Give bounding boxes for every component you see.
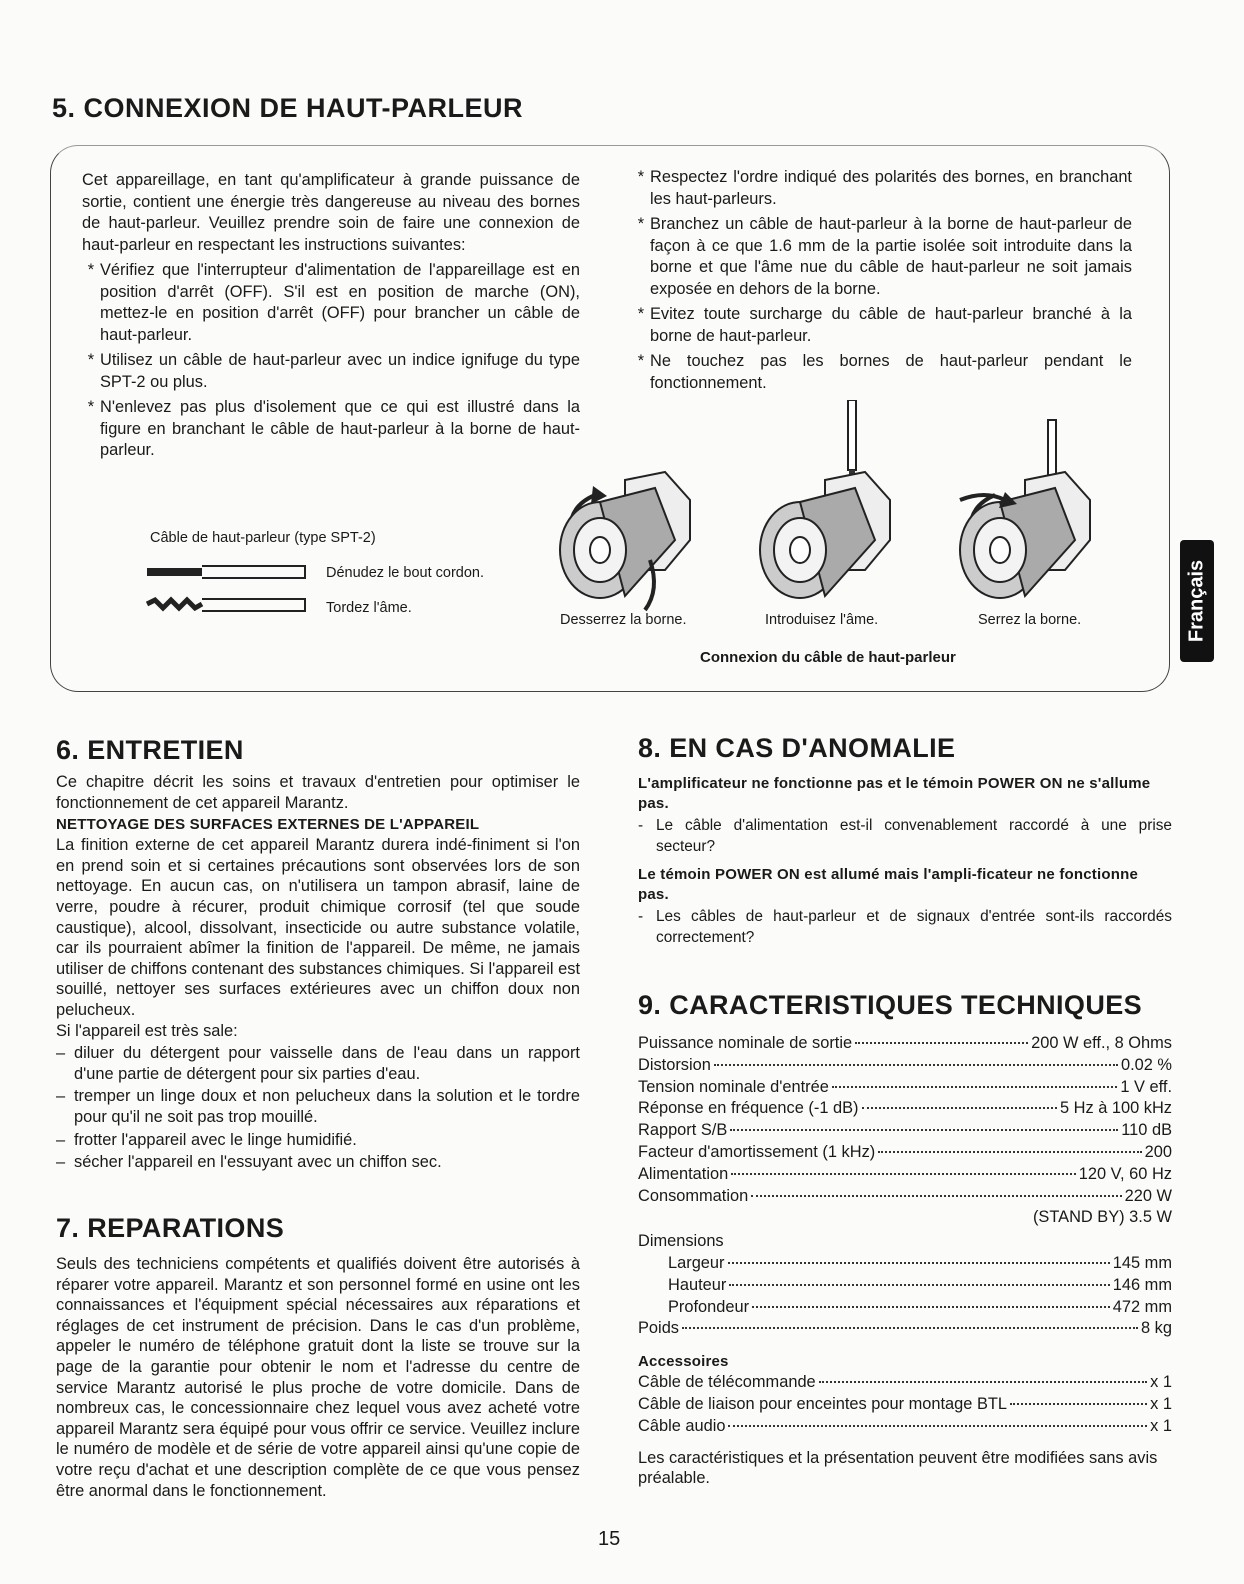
spec-label: Réponse en fréquence (-1 dB) [638,1099,859,1118]
spec-label: Facteur d'amortissement (1 kHz) [638,1142,876,1161]
accessory-list [638,1372,1172,1437]
spec-row [638,1164,1172,1186]
spec-value: x 1 [1150,1394,1172,1413]
list-item: – tremper un linge doux et non pelucheux dans la solution et le tordre pour qu'il ne soit pas trop mouillé. [56,1087,580,1126]
list-item: * Evitez toute surcharge du câble de haut-parleur branché à la borne de haut-parleur. [637,305,1132,345]
step3-label: Serrez la borne. [978,612,1082,628]
spec-row [638,1077,1172,1099]
spec-row [638,1416,1172,1438]
figure-caption: Connexion du câble de haut-parleur [700,649,956,666]
section6 [56,735,580,1173]
list-item: * N'enlevez pas plus d'isolement que ce qui est illustré dans la figure en branchant le câble de haut-parleur à la borne de haut-parleur. [87,398,580,459]
spec-row [638,1142,1172,1164]
section6-title: 6. ENTRETIEN [56,735,244,765]
spec-row [638,1297,1172,1319]
section5-right-column [632,167,1132,394]
spec-row [638,1120,1172,1142]
spec-value: 200 W eff., 8 Ohms [1031,1034,1172,1052]
cable-insulation-1 [202,566,305,578]
list-item: – frotter l'appareil avec le linge humidifié. [56,1130,357,1149]
terminal-insert [760,400,890,598]
spec-label: Distorsion [638,1055,711,1074]
spec-label: Largeur [668,1253,725,1272]
terminal-illustrations [555,400,1115,615]
spec-label: Alimentation [638,1164,729,1183]
spec-row-weight: Poids 8 kg [638,1319,1172,1338]
stripped-wire-core [147,568,202,576]
spec-label: Consommation [638,1186,749,1205]
section7-paragraph: Seuls des techniciens compétents et qualifiés doivent être autorisés à réparer votre appareil. Marantz et son personnel formé en usine ont les connaissances et l'équipment spécial nécessaires aux réparations et réglages de cet instrument de précision. Dans le cas d'un problème, appeler le numéro de téléphone gratuit dont la liste se trouve sur la page de la garantie pour obtenir le nom et l'adresse du centre de service Marantz autorisé le plus proche de votre domicile. Dans de nombreux cas, le concessionnaire chez lequel vous avez acheté votre appareil Marantz sera équipé pour vous offrir ce service. Veuillez inclure le numéro de modèle et de série de votre appareil ainsi qu'une copie de votre reçu d'achat et une description complète de ce que vous pensez être anormal dans le fonctionnement. [56,1255,580,1500]
spec-label: Profondeur [668,1297,750,1316]
spec-row [638,1033,1172,1055]
spec-value: 200 [1144,1142,1172,1161]
list-item: * Respectez l'ordre indiqué des polarités des bornes, en branchant les haut-parleurs. [637,168,1132,208]
list-item: * Vérifiez que l'interrupteur d'alimentation de l'appareillage est en position d'arrêt (OFF). S'il est en position de marche (ON), mettez-le en position d'arrêt (OFF) pour brancher un câble de haut-parleur. [87,261,580,344]
dimensions-label: Dimensions [638,1232,724,1251]
spec-value: 220 W [1124,1186,1172,1205]
standby-value: (STAND BY) 3.5 W [1032,1208,1172,1227]
wire [848,400,856,470]
spec-value: x 1 [1150,1416,1172,1435]
spec-row [638,1098,1172,1120]
section8 [638,733,1172,948]
terminal-loosen [560,472,690,610]
dimension-list [638,1253,1172,1318]
section5-intro: Cet appareillage, en tant qu'amplificateur à grande puissance de sortie, contient une énergie très dangereuse au niveau des bornes de haut-parleur. Veuillez prendre soin de faire une connexion de haut-parleur en respectant les instructions suivantes: [82,171,580,254]
list-item: – diluer du détergent pour vaisselle dans de l'eau dans un rapport d'une partie de détergent pour six parties d'eau. [56,1044,580,1083]
step1-label: Desserrez la borne. [560,612,687,628]
list-item: – sécher l'appareil en l'essuyant avec un chiffon sec. [56,1153,442,1172]
section5-title: 5. CONNEXION DE HAUT-PARLEUR [52,93,524,123]
spec-note: Les caractéristiques et la présentation peuvent être modifiées sans avis préalable. [638,1448,1158,1488]
spec-label: Hauteur [668,1275,727,1294]
spec-label: Câble de télécommande [638,1373,816,1392]
section9 [638,990,1172,1489]
question-1: L'amplificateur ne fonctionne pas et le témoin POWER ON ne s'allume pas. [638,775,1151,812]
spec-label: Câble de liaison pour enceintes pour montage BTL [638,1394,1008,1413]
answer-1: - Le câble d'alimentation est-il convenablement raccordé à une prise secteur? [638,817,1172,855]
spec-value: 472 mm [1112,1297,1172,1316]
spec-value: 1 V eff. [1120,1077,1172,1096]
section9-title: 9. CARACTERISTIQUES TECHNIQUES [638,990,1143,1020]
spec-value: 0.02 % [1120,1055,1172,1074]
section5-left-column [82,170,580,462]
accessories-label: Accessoires [638,1353,729,1371]
spec-row [638,1372,1172,1394]
spec-label: Câble audio [638,1416,726,1435]
page-number: 15 [598,1528,621,1550]
terminal-tighten [960,420,1090,598]
spec-value: x 1 [1150,1373,1172,1392]
spec-value: 110 dB [1121,1121,1172,1140]
question-2: Le témoin POWER ON est allumé mais l'ampli-ficateur ne fonctionne pas. [638,866,1138,904]
spec-value: 120 V, 60 Hz [1078,1164,1172,1183]
section7-title: 7. REPARATIONS [56,1213,285,1243]
step2-label: Introduisez l'âme. [765,612,879,628]
strip-label: Dénudez le bout cordon. [326,565,484,581]
section6-paragraph: La finition externe de cet appareil Marantz durera indé-finiment si l'on en prend soin et si certaines précautions sont observées lors de son nettoyage. En aucun cas, on n'utilisera un tampon abrasif, laine de verre, poudre à récurer, produit chimique corrosif (tel que soude caustique), alcool, dissolvant, insecticide ou autre substance volatile, car ils pourraient abîmer la finition de l'appareil. De même, ne jamais utiliser de chiffons contenant des substances chimiques. Si l'appareil est souillé, nettoyer ses surfaces extérieures avec un chiffon doux non pelucheux. [56,836,580,1019]
twisted-wire-core [147,600,202,608]
cable-caption: Câble de haut-parleur (type SPT-2) [150,530,376,546]
spec-label: Puissance nominale de sortie [638,1034,853,1052]
section6-dirty-line: Si l'appareil est très sale: [56,1021,238,1040]
language-tab: Français [1180,540,1214,662]
list-item: * Ne touchez pas les bornes de haut-parleur pendant le fonctionnement. [637,352,1132,392]
spec-value: 145 mm [1112,1253,1172,1272]
spec-row [638,1394,1172,1416]
cable-illustration [145,560,315,620]
list-item: * Utilisez un câble de haut-parleur avec un indice ignifuge du type SPT-2 ou plus. [87,351,580,391]
spec-row [638,1055,1172,1077]
list-item: * Branchez un câble de haut-parleur à la borne de haut-parleur de façon à ce que 1.6 mm de la partie isolée soit introduite dans la borne et que l'âme nue du câble de haut-parleur ne soit jamais exposée en dehors de la borne. [637,215,1132,298]
spec-list [638,1033,1172,1207]
spec-row [638,1253,1172,1275]
spec-row [638,1275,1172,1297]
spec-value: 146 mm [1112,1275,1172,1294]
section6-intro: Ce chapitre décrit les soins et travaux d'entretien pour optimiser le fonctionnement de cet appareil Marantz. [56,773,580,812]
answer-2: - Les câbles de haut-parleur et de signaux d'entrée sont-ils raccordés correctement? [638,908,1172,946]
spec-value: 5 Hz à 100 kHz [1059,1099,1172,1118]
twist-label: Tordez l'âme. [326,600,412,616]
spec-label: Rapport S/B [638,1121,728,1140]
section7 [56,1213,580,1501]
section6-subheading: NETTOYAGE DES SURFACES EXTERNES DE L'APPAREIL [56,816,480,834]
spec-label: Tension nominale d'entrée [638,1077,829,1096]
section8-title: 8. EN CAS D'ANOMALIE [638,733,956,763]
cable-insulation-2 [202,599,305,611]
spec-row [638,1186,1172,1208]
